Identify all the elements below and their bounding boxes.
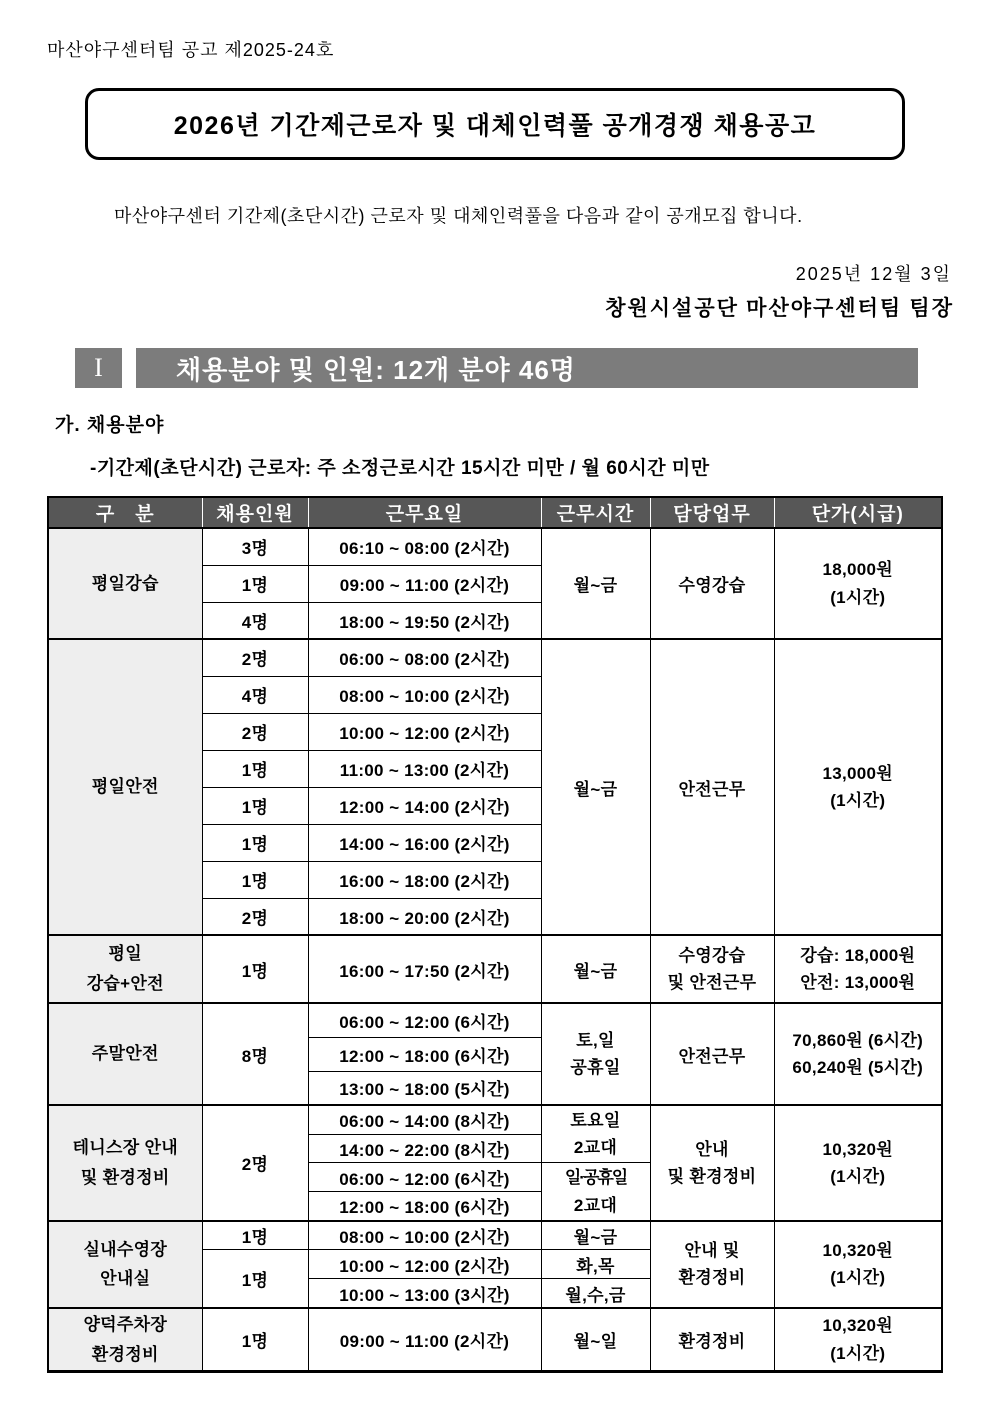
duty-cell: 환경정비: [650, 1308, 774, 1372]
count-cell: 1명: [202, 1308, 308, 1372]
header-count: 채용인원: [202, 497, 308, 528]
table-row: [48, 528, 942, 565]
days-cell: 월~일: [541, 1308, 650, 1372]
duty-cell: 수영강습 및 안전근무: [650, 935, 774, 1003]
category-cell: 테니스장 안내 및 환경정비: [48, 1105, 202, 1221]
time-cell: 10:00 ~ 12:00 (2시간): [308, 713, 541, 750]
days-cell: 토,일 공휴일: [541, 1003, 650, 1105]
subsection-heading: 가. 채용분야: [55, 415, 165, 436]
time-cell: 08:00 ~ 10:00 (2시간): [308, 1221, 541, 1250]
time-cell: 13:00 ~ 18:00 (5시간): [308, 1071, 541, 1105]
table-row: [48, 639, 942, 676]
time-cell: 18:00 ~ 20:00 (2시간): [308, 898, 541, 935]
count-cell: 8명: [202, 1003, 308, 1105]
count-cell: 1명: [202, 1221, 308, 1250]
category-cell: 주말안전: [48, 1003, 202, 1105]
rate-cell: 18,000원 (1시간): [774, 528, 942, 639]
intro-text: 마산야구센터 기간제(초단시간) 근로자 및 대체인력풀을 다음과 같이 공개모집 합니다.: [114, 206, 803, 226]
duty-cell: 수영강습: [650, 528, 774, 639]
count-cell: 1명: [202, 565, 308, 602]
category-cell: 평일강습: [48, 528, 202, 639]
days-cell: 월~금: [541, 528, 650, 639]
category-cell: 양덕주차장 환경정비: [48, 1308, 202, 1372]
table-row: [48, 1221, 942, 1250]
time-cell: 06:00 ~ 14:00 (8시간): [308, 1105, 541, 1134]
time-cell: 09:00 ~ 11:00 (2시간): [308, 565, 541, 602]
table-row: [48, 1308, 942, 1372]
date-line: 2025년 12월 3일: [795, 264, 952, 284]
time-cell: 12:00 ~ 18:00 (6시간): [308, 1037, 541, 1071]
count-cell: 1명: [202, 824, 308, 861]
notice-number: 마산야구센터팀 공고 제2025-24호: [47, 40, 335, 60]
time-cell: 06:00 ~ 12:00 (6시간): [308, 1163, 541, 1192]
time-cell: 16:00 ~ 17:50 (2시간): [308, 935, 541, 1003]
table-row: [48, 935, 942, 1003]
time-cell: 12:00 ~ 18:00 (6시간): [308, 1192, 541, 1221]
header-category: 구 분: [48, 497, 202, 528]
rate-cell: 10,320원 (1시간): [774, 1221, 942, 1308]
time-cell: 06:00 ~ 08:00 (2시간): [308, 639, 541, 676]
table-header-row: [48, 497, 942, 528]
time-cell: 06:10 ~ 08:00 (2시간): [308, 528, 541, 565]
days-cell: 월,수,금: [541, 1279, 650, 1308]
rate-cell: 강습: 18,000원 안전: 13,000원: [774, 935, 942, 1003]
count-cell: 1명: [202, 787, 308, 824]
recruitment-table: [47, 496, 943, 1373]
duty-cell: 안전근무: [650, 639, 774, 935]
time-cell: 16:00 ~ 18:00 (2시간): [308, 861, 541, 898]
rate-cell: 13,000원 (1시간): [774, 639, 942, 935]
header-duty: 담당업무: [650, 497, 774, 528]
rate-cell: 70,860원 (6시간) 60,240원 (5시간): [774, 1003, 942, 1105]
count-cell: 2명: [202, 1105, 308, 1221]
category-cell: 실내수영장 안내실: [48, 1221, 202, 1308]
days-cell: 토요일 2교대: [541, 1105, 650, 1163]
time-cell: 14:00 ~ 16:00 (2시간): [308, 824, 541, 861]
section-title: 채용분야 및 인원: 12개 분야 46명: [136, 348, 918, 388]
count-cell: 2명: [202, 639, 308, 676]
days-cell: 월~금: [541, 639, 650, 935]
signature-line: 창원시설공단 마산야구센터팀 팀장: [605, 296, 954, 320]
days-cell: 일·공휴일 2교대: [541, 1163, 650, 1221]
duty-cell: 안내 및 환경정비: [650, 1221, 774, 1308]
title-box: [85, 88, 905, 160]
count-cell: 1명: [202, 861, 308, 898]
time-cell: 08:00 ~ 10:00 (2시간): [308, 676, 541, 713]
category-cell: 평일 강습+안전: [48, 935, 202, 1003]
count-cell: 1명: [202, 1250, 308, 1308]
count-cell: 3명: [202, 528, 308, 565]
time-cell: 18:00 ~ 19:50 (2시간): [308, 602, 541, 639]
table-row: [48, 1105, 942, 1134]
time-cell: 14:00 ~ 22:00 (8시간): [308, 1134, 541, 1163]
days-cell: 월~금: [541, 935, 650, 1003]
count-cell: 2명: [202, 713, 308, 750]
category-cell: 평일안전: [48, 639, 202, 935]
section-numeral: I: [75, 348, 122, 388]
section-heading: [75, 348, 992, 388]
header-worktime: 근무요일: [308, 497, 541, 528]
note-line: -기간제(초단시간) 근로자: 주 소정근로시간 15시간 미만 / 월 60시간 미만: [90, 458, 710, 479]
time-cell: 10:00 ~ 12:00 (2시간): [308, 1250, 541, 1279]
count-cell: 4명: [202, 676, 308, 713]
days-cell: 월~금: [541, 1221, 650, 1250]
duty-cell: 안내 및 환경정비: [650, 1105, 774, 1221]
count-cell: 1명: [202, 935, 308, 1003]
time-cell: 11:00 ~ 13:00 (2시간): [308, 750, 541, 787]
count-cell: 1명: [202, 750, 308, 787]
time-cell: 06:00 ~ 12:00 (6시간): [308, 1003, 541, 1037]
table-row: [48, 1003, 942, 1037]
header-rate: 단가(시급): [774, 497, 942, 528]
count-cell: 4명: [202, 602, 308, 639]
time-cell: 12:00 ~ 14:00 (2시간): [308, 787, 541, 824]
days-cell: 화,목: [541, 1250, 650, 1279]
rate-cell: 10,320원 (1시간): [774, 1105, 942, 1221]
time-cell: 09:00 ~ 11:00 (2시간): [308, 1308, 541, 1372]
duty-cell: 안전근무: [650, 1003, 774, 1105]
announcement-title: 2026년 기간제근로자 및 대체인력풀 공개경쟁 채용공고: [173, 112, 817, 140]
count-cell: 2명: [202, 898, 308, 935]
time-cell: 10:00 ~ 13:00 (3시간): [308, 1279, 541, 1308]
rate-cell: 10,320원 (1시간): [774, 1308, 942, 1372]
header-workdays: 근무시간: [541, 497, 650, 528]
